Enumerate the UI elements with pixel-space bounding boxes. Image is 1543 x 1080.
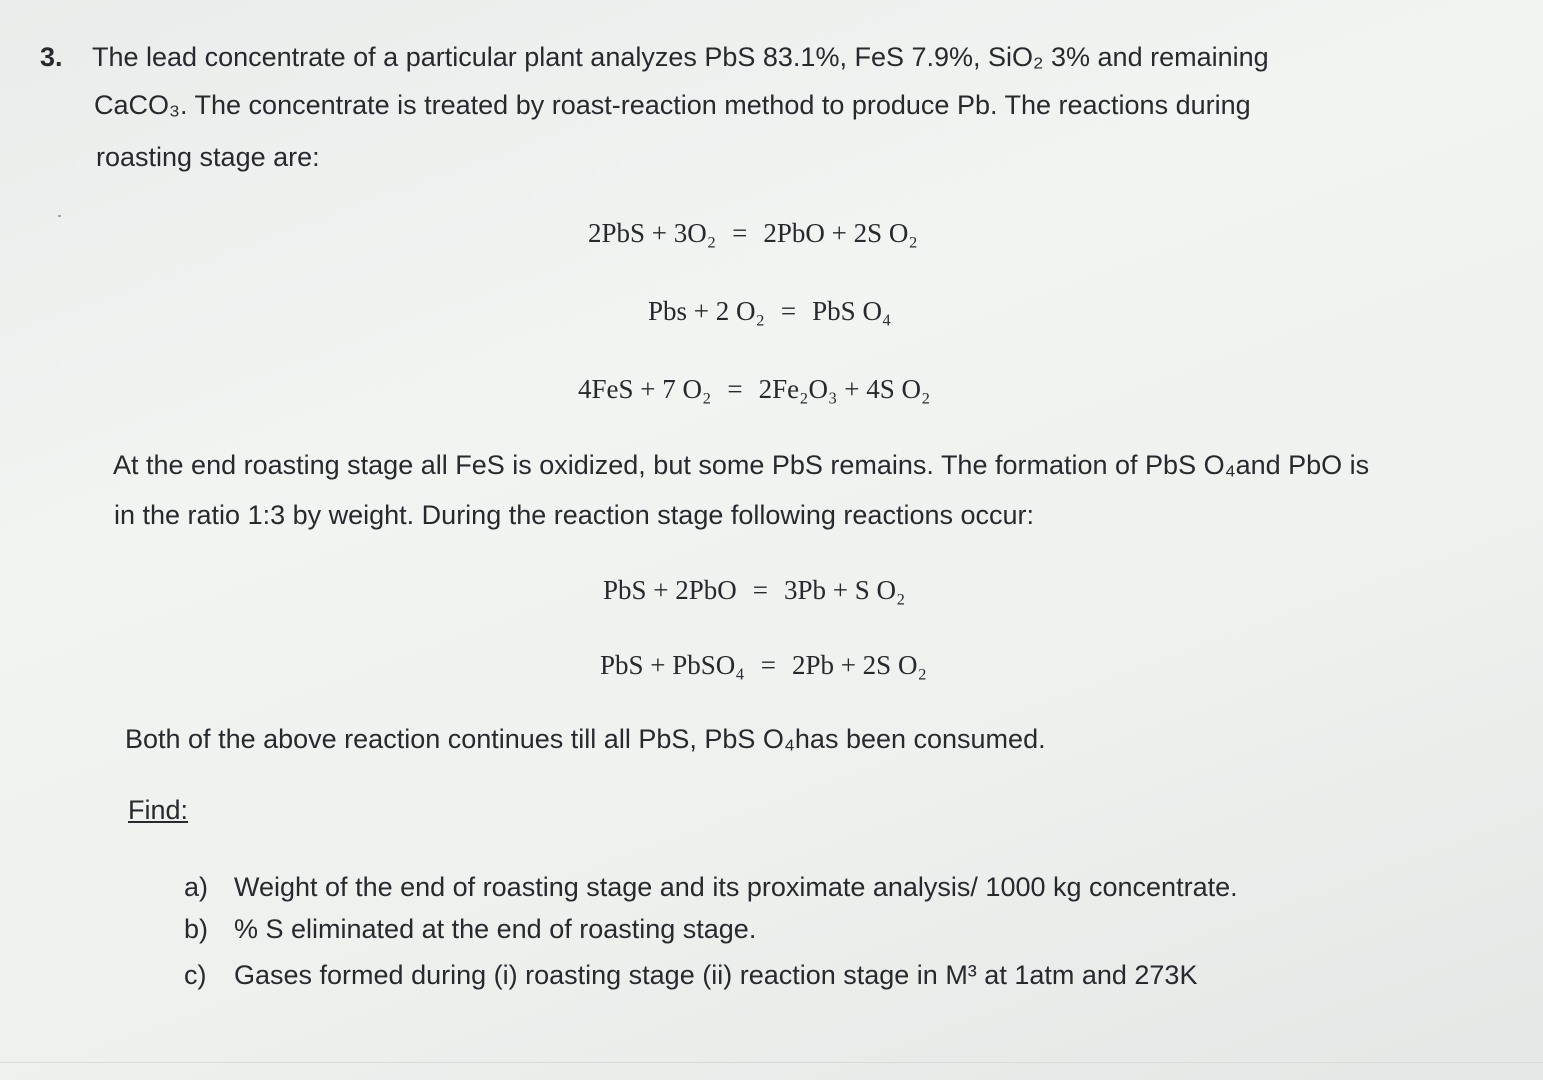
equals-sign: = <box>732 218 748 248</box>
find-item-c <box>184 960 1197 991</box>
find-item-b <box>184 914 756 945</box>
item-label: c) <box>184 960 207 990</box>
equation-right: 2Pb + 2S O₂ <box>791 650 927 680</box>
equation-right: PbS O₄ <box>812 296 892 326</box>
equals-sign: = <box>727 374 743 404</box>
body-line: At the end roasting stage all FeS is oxidized, but some PbS remains. The formation of PbS O₄and PbO is <box>113 450 1370 480</box>
item-text: % S eliminated at the end of roasting stage. <box>234 914 757 944</box>
equals-sign: = <box>760 650 776 680</box>
intro-line: CaCO₃. The concentrate is treated by roast-reaction method to produce Pb. The reactions during <box>94 90 1251 120</box>
find-heading: Find: <box>128 795 189 825</box>
speck-mark <box>58 215 61 217</box>
page-edge-divider <box>0 1062 1543 1063</box>
roasting-reaction-3 <box>578 374 930 405</box>
reaction-stage-reaction-1 <box>603 575 905 606</box>
equals-sign: = <box>752 575 769 605</box>
equation-right: 2PbO + 2S O₂ <box>763 218 918 248</box>
roasting-reaction-2 <box>648 296 891 327</box>
body-line: in the ratio 1:3 by weight. During the reaction stage following reactions occur: <box>114 500 1035 530</box>
item-text: Weight of the end of roasting stage and its proximate analysis/ 1000 kg concentrate. <box>234 872 1238 902</box>
intro-line: roasting stage are: <box>96 142 320 172</box>
equation-right: 2Fe₂O₃ + 4S O₂ <box>758 374 931 404</box>
equation-left: PbS + 2PbO <box>603 575 737 605</box>
equation-left: PbS + PbSO₄ <box>600 650 745 680</box>
intro-line: The lead concentrate of a particular plant analyzes PbS 83.1%, FeS 7.9%, SiO₂ 3% and remaining <box>92 42 1269 72</box>
equation-left: 4FeS + 7 O₂ <box>578 374 712 404</box>
equals-sign: = <box>780 296 797 326</box>
equation-right: 3Pb + S O₂ <box>784 575 906 605</box>
roasting-reaction-1 <box>588 218 918 249</box>
item-label: b) <box>184 914 209 944</box>
item-label: a) <box>184 872 209 902</box>
find-item-a <box>184 872 1238 903</box>
reaction-stage-reaction-2 <box>600 650 927 681</box>
equation-left: Pbs + 2 O₂ <box>648 296 765 326</box>
question-number: 3. <box>40 42 63 72</box>
equation-left: 2PbS + 3O₂ <box>588 218 717 248</box>
body-line: Both of the above reaction continues till all PbS, PbS O₄has been consumed. <box>125 724 1046 754</box>
item-text: Gases formed during (i) roasting stage (ii) reaction stage in M³ at 1atm and 273K <box>234 960 1198 990</box>
